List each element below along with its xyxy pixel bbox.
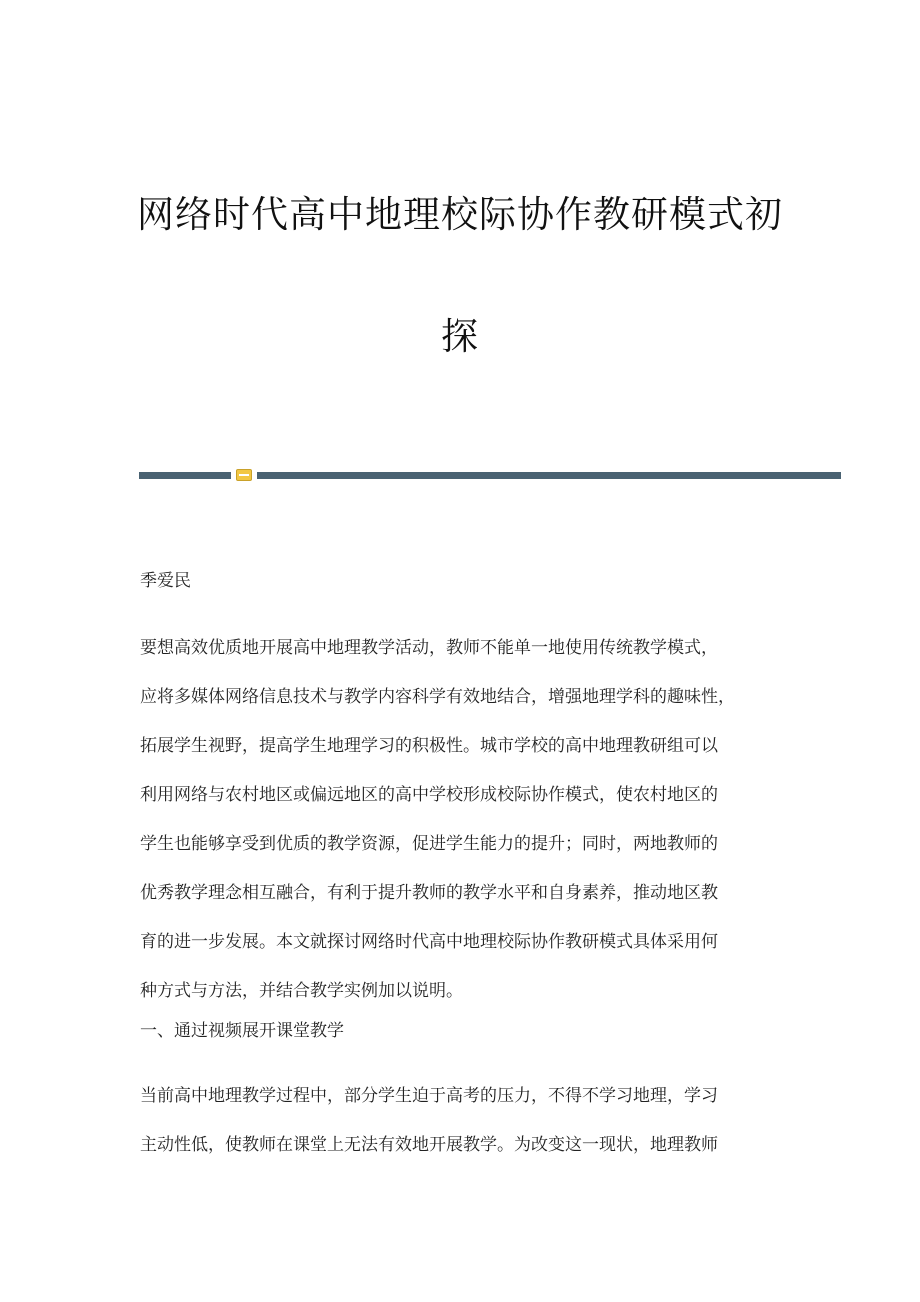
abstract-line: 育的进一步发展。本文就探讨网络时代高中地理校际协作教研模式具体采用何 [140,932,718,952]
section-line: 当前高中地理教学过程中，部分学生迫于高考的压力，不得不学习地理，学习 [140,1086,718,1106]
abstract-line: 应将多媒体网络信息技术与教学内容科学有效地结合，增强地理学科的趣味性， [140,687,735,707]
document-title-line-2: 探 [441,315,479,358]
document-title-line-1: 网络时代高中地理校际协作教研模式初 [137,193,783,236]
abstract-line: 种方式与方法，并结合教学实例加以说明。 [140,981,463,1001]
abstract-line: 优秀教学理念相互融合，有利于提升教师的教学水平和自身素养，推动地区教 [140,883,718,903]
section-paragraph [140,1072,780,1170]
envelope-emblem-icon [236,469,252,481]
divider-bar-left [139,472,231,479]
title-divider [139,469,841,481]
abstract-line: 利用网络与农村地区或偏远地区的高中学校形成校际协作模式，使农村地区的 [140,785,718,805]
divider-bar-right [257,472,841,479]
abstract-line: 拓展学生视野，提高学生地理学习的积极性。城市学校的高中地理教研组可以 [140,736,718,756]
author-name: 季爱民 [140,571,191,591]
abstract-line: 学生也能够享受到优质的教学资源，促进学生能力的提升；同时，两地教师的 [140,834,718,854]
section-line: 主动性低，使教师在课堂上无法有效地开展教学。为改变这一现状，地理教师 [140,1135,718,1155]
abstract-line: 要想高效优质地开展高中地理教学活动，教师不能单一地使用传统教学模式， [140,638,718,658]
section-heading: 一、通过视频展开课堂教学 [140,1021,344,1041]
abstract-paragraph [140,624,780,1016]
